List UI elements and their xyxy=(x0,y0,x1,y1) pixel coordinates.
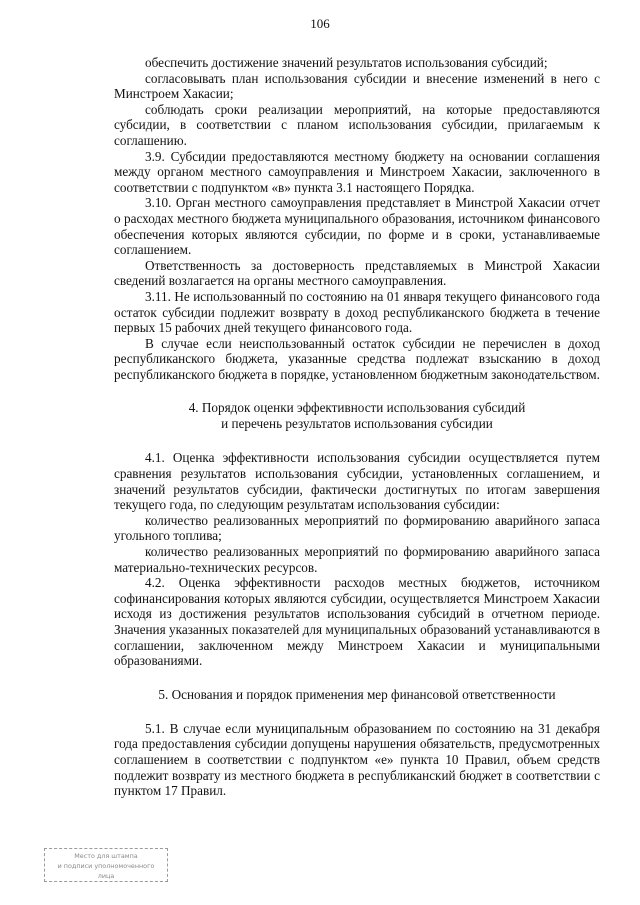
section-heading: и перечень результатов использования субсидии xyxy=(221,416,493,432)
paragraph: количество реализованных мероприятий по формированию аварийного запаса материально-технических ресурсов. xyxy=(114,544,600,575)
paragraph: количество реализованных мероприятий по формированию аварийного запаса угольного топлива; xyxy=(114,512,600,544)
paragraph: 4.2. Оценка эффективности расходов местных бюджетов, источником софинансирования которых являются субсидии, осуществляется Минстроем Хакасии исходя из достижения результатов использования субсидий в отчетном периоде. Значения указанных показателей для муниципальных образований устанавливаются в соглашении, заключенном между Минстроем Хакасии и муниципальными образованиями. xyxy=(114,575,600,669)
paragraph: согласовывать план использования субсидии и внесение изменений в него с Минстроем Хакасии; xyxy=(114,70,600,102)
paragraph: 5.1. В случае если муниципальным образованием по состоянию на 31 декабря года предоставления субсидии допущены нарушения обязательств, предусмотренных соглашением в соответствии с подпунктом «е» пункта 10 Правил, объем средств подлежит возврату из местного бюджета в республиканский бюджет в соответствии с пунктом 17 Правил. xyxy=(114,720,600,799)
section-heading: 5. Основания и порядок применения мер финансовой ответственности xyxy=(158,686,556,702)
paragraph: 3.9. Субсидии предоставляются местному бюджету на основании соглашения между органом местного самоуправления и Минстроем Хакасии, заключенного в соответствии с подпунктом «в» пункта 3.1 настоящего Порядка. xyxy=(114,148,600,195)
paragraph: обеспечить достижение значений результатов использования субсидий; xyxy=(145,55,548,70)
paragraph: Ответственность за достоверность представляемых в Минстрой Хакасии сведений возлагается на органы местного самоуправления. xyxy=(114,257,600,289)
paragraph: В случае если неиспользованный остаток субсидии не перечислен в доход республиканского бюджета, указанные средства подлежат взысканию в доход республиканского бюджета в порядке, установленном бюджетным законодательством. xyxy=(114,335,600,382)
approval-stamp xyxy=(44,848,168,882)
document-body xyxy=(114,55,600,799)
paragraph: 3.10. Орган местного самоуправления представляет в Минстрой Хакасии отчет о расходах местного бюджета муниципального образования, источником финансового обеспечения которых являются субсидии, по форме и в сроки, устанавливаемые соглашением. xyxy=(114,195,600,258)
stamp-line: Место для штампа xyxy=(74,852,138,860)
paragraph: 3.11. Не использованный по состоянию на 01 января текущего финансового года остаток субсидии подлежит возврату в доход республиканского бюджета в течение первых 15 рабочих дней текущего финансового года. xyxy=(114,288,600,336)
stamp-line: и подписи уполномоченного xyxy=(57,862,155,870)
section-heading: 4. Порядок оценки эффективности использования субсидий xyxy=(188,400,526,416)
paragraph: соблюдать сроки реализации мероприятий, на которые предоставляются субсидии, в соответствии с планом использования субсидии, прилагаемым к соглашению. xyxy=(114,101,600,148)
page-number: 106 xyxy=(310,16,330,31)
stamp-line: лица xyxy=(97,872,115,880)
paragraph: 4.1. Оценка эффективности использования субсидии осуществляется путем сравнения результатов использования субсидии, установленных соглашением, и значений результатов субсидии, фактически достигнутых по итогам завершения текущего года, по следующим результатам использования субсидии: xyxy=(114,450,600,513)
